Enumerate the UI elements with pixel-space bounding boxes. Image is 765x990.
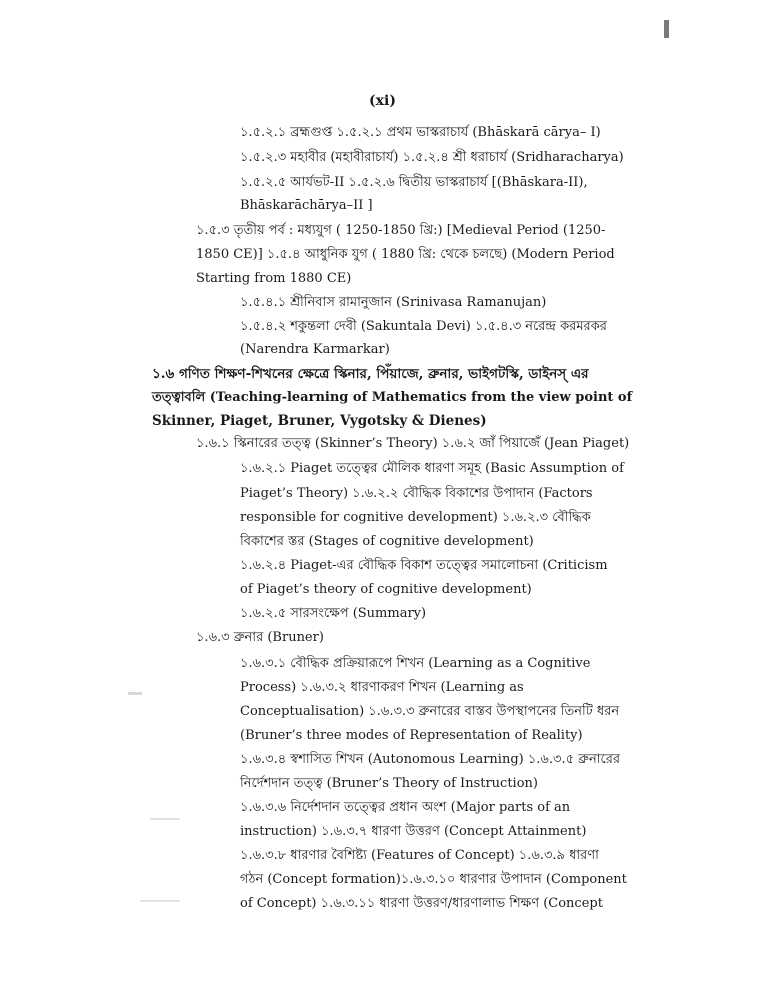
toc-line: ১.৬.৩.১ বৌদ্ধিক প্রক্রিয়ারূপে শিখন (Learning as a Cognitive	[240, 656, 591, 671]
page-corner-mark	[664, 20, 669, 38]
section-heading: Skinner, Piaget, Bruner, Vygotsky & Dienes)	[152, 413, 487, 429]
toc-line: Bhāskarāchārya–II ]	[240, 198, 373, 213]
toc-line: of Piaget’s theory of cognitive development)	[240, 582, 532, 597]
bleed-through-mark	[140, 900, 180, 902]
section-heading: ১.৬ গণিত শিক্ষণ-শিখনের ক্ষেত্রে স্কিনার, পিঁয়াজে, ব্রুনার, ভাইগটস্কি, ডাইনস্ এর	[152, 366, 589, 382]
page-number: (xi)	[369, 93, 396, 109]
toc-line: ১.৬.৩.৮ ধারণার বৈশিষ্ট্য (Features of Concept) ১.৬.৩.৯ ধারণা	[240, 848, 599, 863]
toc-line: ১.৬.৩.৬ নির্দেশদান তত্ত্বের প্রধান অংশ (Major parts of an	[240, 800, 571, 815]
toc-line: ১.৬.১ স্কিনারের তত্ত্ব (Skinner’s Theory) ১.৬.২ জাঁ পিয়াজেঁ (Jean Piaget)	[196, 436, 630, 451]
toc-line: ১.৫.৪.২ শকুন্তলা দেবী (Sakuntala Devi) ১.৫.৪.৩ নরেন্দ্র করমরকর	[240, 319, 607, 334]
toc-line: নির্দেশদান তত্ত্ব (Bruner’s Theory of Instruction)	[240, 776, 538, 791]
toc-line: Piaget’s Theory) ১.৬.২.২ বৌদ্ধিক বিকাশের উপাদান (Factors	[240, 486, 593, 501]
toc-line: 1850 CE)] ১.৫.৪ আধুনিক যুগ ( 1880 খ্রি: থেকে চলছে) (Modern Period	[196, 247, 615, 262]
toc-line: ১.৬.৩ ব্রুনার (Bruner)	[196, 630, 324, 645]
toc-line: ১.৫.২.১ ব্রহ্মগুপ্ত ১.৫.২.১ প্রথম ভাস্করাচার্য (Bhāskarā cārya– I)	[240, 125, 601, 140]
bleed-through-mark	[150, 818, 180, 820]
bleed-through-mark	[128, 692, 142, 695]
toc-line: ১.৬.২.৪ Piaget-এর বৌদ্ধিক বিকাশ তত্ত্বের সমালোচনা (Criticism	[240, 558, 608, 573]
toc-line: responsible for cognitive development) ১.৬.২.৩ বৌদ্ধিক	[240, 510, 591, 525]
toc-line: (Narendra Karmarkar)	[240, 342, 390, 357]
section-heading: তত্ত্বাবলি (Teaching-learning of Mathematics from the view point of	[152, 390, 633, 405]
toc-line: গঠন (Concept formation)১.৬.৩.১০ ধারণার উপাদান (Component	[240, 872, 627, 887]
toc-line: of Concept) ১.৬.৩.১১ ধারণা উত্তরণ/ধারণালাভ শিক্ষণ (Concept	[240, 896, 603, 911]
toc-line: instruction) ১.৬.৩.৭ ধারণা উত্তরণ (Concept Attainment)	[240, 824, 587, 839]
toc-line: Conceptualisation) ১.৬.৩.৩ ব্রুনারের বাস্তব উপস্থাপনের তিনটি ধরন	[240, 704, 620, 719]
toc-line: ১.৫.৩ তৃতীয় পর্ব : মধ্যযুগ ( 1250-1850 খ্রি:) [Medieval Period (1250-	[196, 223, 606, 238]
toc-line: ১.৫.২.৩ মহাবীর (মহাবীরাচার্য) ১.৫.২.৪ শ্রী ধরাচার্য (Sridharacharya)	[240, 150, 624, 165]
toc-line: Starting from 1880 CE)	[196, 271, 352, 286]
toc-line: Process) ১.৬.৩.২ ধারণাকরণ শিখন (Learning as	[240, 680, 524, 695]
toc-line: ১.৬.২.১ Piaget তত্ত্বের মৌলিক ধারণা সমূহ (Basic Assumption of	[240, 461, 624, 476]
toc-line: ১.৬.৩.৪ স্বশাসিত শিখন (Autonomous Learning) ১.৬.৩.৫ ব্রুনারের	[240, 752, 621, 767]
toc-line: ১.৫.৪.১ শ্রীনিবাস রামানুজান (Srinivasa Ramanujan)	[240, 295, 547, 310]
toc-line: ১.৬.২.৫ সারসংক্ষেপ (Summary)	[240, 606, 427, 621]
toc-line: ১.৫.২.৫ আর্যভট-II ১.৫.২.৬ দ্বিতীয় ভাস্করাচার্য [(Bhāskara-II),	[240, 175, 588, 190]
toc-line: (Bruner’s three modes of Representation of Reality)	[240, 728, 583, 743]
toc-line: বিকাশের স্তর (Stages of cognitive development)	[240, 534, 534, 549]
